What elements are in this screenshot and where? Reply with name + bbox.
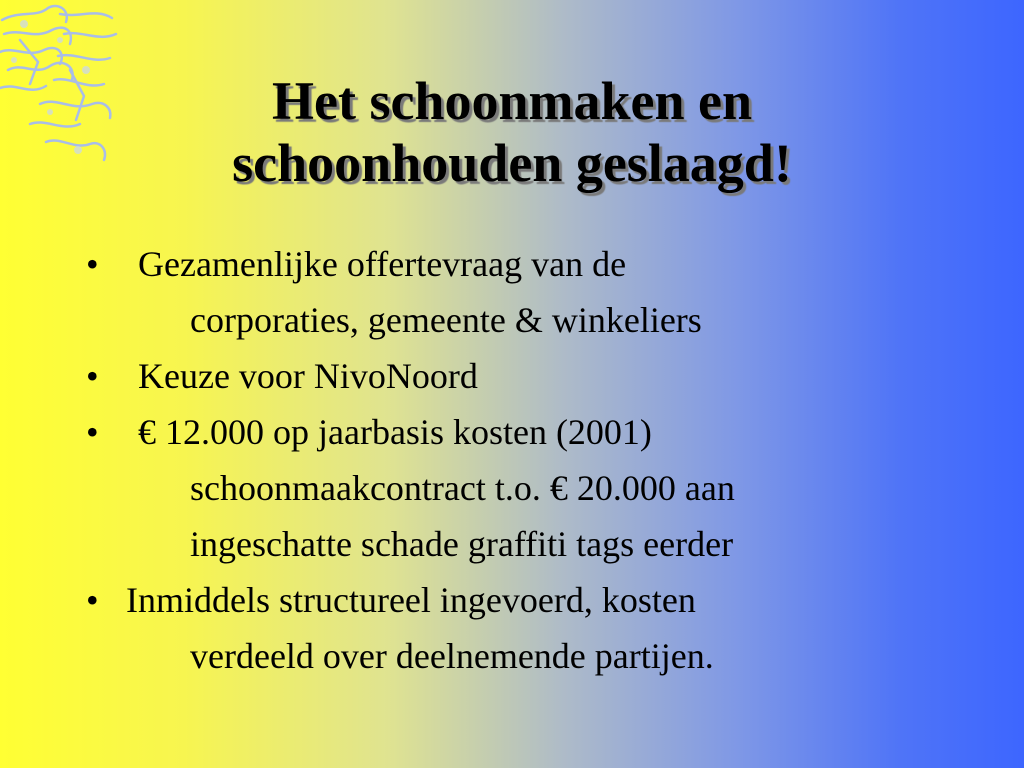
- bullet-1-line-1: Gezamenlijke offertevraag van de: [138, 244, 627, 284]
- crest-logo-icon: [0, 0, 118, 170]
- bullet-2-line-1: Keuze voor NivoNoord: [138, 356, 478, 396]
- title-line-1: Het schoonmaken en: [271, 71, 752, 131]
- slide-title: [120, 70, 904, 194]
- bullet-item-4: [0, 572, 1024, 684]
- bullet-item-3: [0, 404, 1024, 572]
- bullet-3-line-1: € 12.000 op jaarbasis kosten (2001): [138, 412, 652, 452]
- bullet-list: [0, 236, 1024, 684]
- bullet-dot-icon: •: [86, 244, 99, 284]
- bullet-4-line-2: verdeeld over deelnemende partijen.: [190, 636, 714, 676]
- bullet-dot-icon: •: [86, 580, 99, 620]
- bullet-3-line-2: schoonmaakcontract t.o. € 20.000 aan: [190, 468, 735, 508]
- bullet-item-1: [0, 236, 1024, 348]
- bullet-dot-icon: •: [86, 356, 99, 396]
- bullet-dot-icon: •: [86, 412, 99, 452]
- bullet-item-2: [0, 348, 1024, 404]
- bullet-1-line-2: corporaties, gemeente & winkeliers: [190, 300, 702, 340]
- bullet-4-line-1: Inmiddels structureel ingevoerd, kosten: [126, 580, 696, 620]
- bullet-3-line-3: ingeschatte schade graffiti tags eerder: [190, 524, 734, 564]
- title-line-2: schoonhouden geslaagd!: [232, 133, 792, 193]
